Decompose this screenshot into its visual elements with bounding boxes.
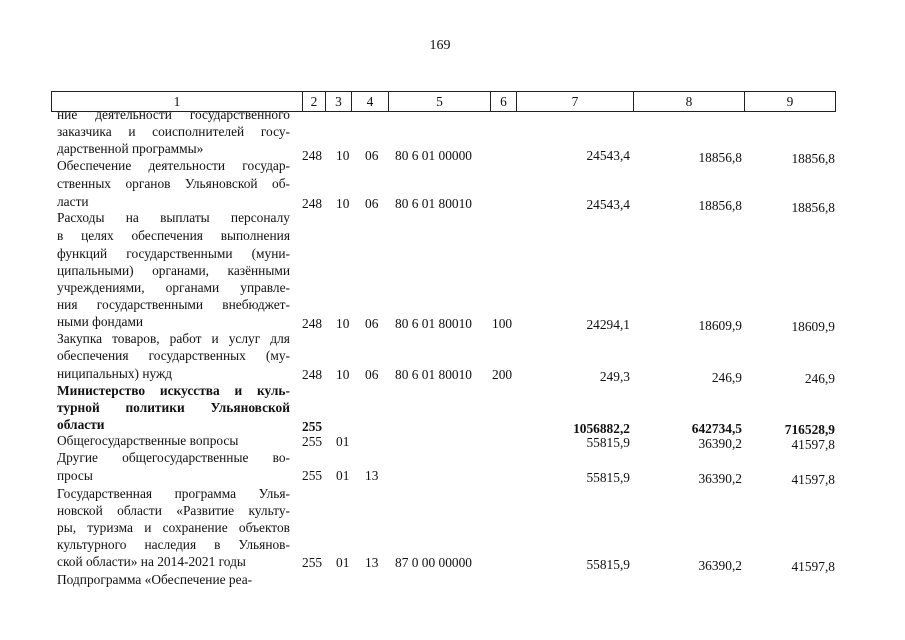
row-name-line: Расходы на выплаты персоналу: [57, 210, 290, 225]
value-col-8: 18609,9: [698, 318, 742, 333]
row-name-line: турной политики Ульяновской: [57, 400, 290, 415]
section-code: 10: [336, 367, 350, 382]
row-name-line: ние деятельности государственного: [57, 107, 290, 122]
admin-code: 255: [302, 555, 323, 570]
row-name-line: дарственной программы»: [57, 141, 204, 156]
subsection-code: 13: [365, 468, 379, 483]
subsection-code: 06: [365, 316, 379, 331]
row-name-line: функций государственными (муни-: [57, 246, 290, 261]
row-name-line: учреждениями, органами управле-: [57, 280, 290, 295]
value-col-9: 18856,8: [791, 151, 835, 166]
row-name-line: области: [57, 417, 105, 432]
subsection-code: 06: [365, 148, 379, 163]
expense-type: 200: [492, 367, 513, 382]
target-code: 80 6 01 80010: [395, 316, 472, 331]
header-col-2: 2: [310, 94, 318, 109]
value-col-7: 55815,9: [586, 470, 630, 485]
section-code: 10: [336, 148, 350, 163]
row-name-line: обеспечения государственных (му-: [57, 348, 290, 363]
header-col-9: 9: [786, 94, 794, 109]
value-col-8: 36390,2: [698, 436, 742, 451]
row-name-line: просы: [57, 468, 93, 483]
value-col-7: 24543,4: [586, 197, 630, 212]
value-col-9: 18856,8: [791, 200, 835, 215]
target-code: 80 6 01 00000: [395, 148, 472, 163]
row-name-line: Министерство искусства и куль-: [57, 383, 290, 398]
value-col-7: 55815,9: [586, 557, 630, 572]
row-name-line: Закупка товаров, работ и услуг для: [57, 331, 290, 346]
row-name-line: ния государственными внебюджет-: [57, 297, 290, 312]
header-col-1: 1: [173, 94, 181, 109]
row-name-line: ниципальных) нужд: [57, 366, 173, 381]
value-col-8: 18856,8: [698, 150, 742, 165]
value-col-7: 55815,9: [586, 435, 630, 450]
row-name-line: Подпрограмма «Обеспечение реа-: [57, 572, 253, 587]
row-name-line: Общегосударственные вопросы: [57, 433, 239, 448]
value-col-7: 24543,4: [586, 148, 630, 163]
admin-code: 255: [302, 468, 323, 483]
admin-code: 248: [302, 148, 323, 163]
admin-code: 255: [302, 419, 323, 434]
subsection-code: 06: [365, 196, 379, 211]
value-col-9: 41597,8: [791, 437, 835, 452]
value-col-7: 249,3: [599, 369, 630, 384]
header-col-8: 8: [685, 94, 693, 109]
section-code: 01: [336, 434, 350, 449]
value-col-8: 36390,2: [698, 558, 742, 573]
row-name-line: новской области «Развитие культу-: [57, 503, 290, 518]
value-col-9: 41597,8: [791, 472, 835, 487]
row-name-line: ственных органов Ульяновской об-: [57, 176, 290, 191]
row-name-line: Государственная программа Улья-: [57, 486, 290, 501]
page-number: 169: [429, 38, 451, 53]
row-name-line: Другие общегосударственные во-: [57, 450, 290, 465]
row-name-line: Обеспечение деятельности государ-: [57, 158, 290, 173]
value-col-9: 41597,8: [791, 559, 835, 574]
header-col-4: 4: [366, 94, 374, 109]
value-col-8: 246,9: [711, 370, 742, 385]
section-code: 10: [336, 316, 350, 331]
target-code: 87 0 00 00000: [395, 555, 472, 570]
row-name-line: ципальными) органами, казёнными: [57, 263, 290, 278]
value-col-8: 642734,5: [691, 421, 742, 436]
section-code: 01: [336, 555, 350, 570]
admin-code: 248: [302, 196, 323, 211]
expense-type: 100: [492, 316, 513, 331]
subsection-code: 06: [365, 367, 379, 382]
value-col-8: 36390,2: [698, 471, 742, 486]
value-col-9: 18609,9: [791, 319, 835, 334]
header-col-3: 3: [335, 94, 342, 109]
row-name-line: ры, туризма и сохранение объектов: [57, 520, 290, 535]
value-col-7: 24294,1: [586, 317, 630, 332]
header-col-6: 6: [500, 94, 507, 109]
header-col-5: 5: [436, 94, 443, 109]
section-code: 10: [336, 196, 350, 211]
admin-code: 255: [302, 434, 323, 449]
admin-code: 248: [302, 367, 323, 382]
header-col-7: 7: [571, 94, 579, 109]
admin-code: 248: [302, 316, 323, 331]
value-col-8: 18856,8: [698, 198, 742, 213]
row-name-line: ными фондами: [57, 314, 144, 329]
value-col-9: 246,9: [804, 371, 835, 386]
section-code: 01: [336, 468, 350, 483]
row-name-line: в целях обеспечения выполнения: [57, 228, 290, 243]
value-col-7: 1056882,2: [573, 421, 630, 436]
row-name-line: культурного наследия в Ульянов-: [57, 537, 290, 552]
row-name-line: ласти: [57, 194, 89, 209]
subsection-code: 13: [365, 555, 379, 570]
row-name-line: заказчика и соисполнителей госу-: [57, 124, 290, 139]
target-code: 80 6 01 80010: [395, 196, 472, 211]
row-name-line: ской области» на 2014-2021 годы: [57, 554, 246, 569]
value-col-9: 716528,9: [784, 422, 835, 437]
target-code: 80 6 01 80010: [395, 367, 472, 382]
